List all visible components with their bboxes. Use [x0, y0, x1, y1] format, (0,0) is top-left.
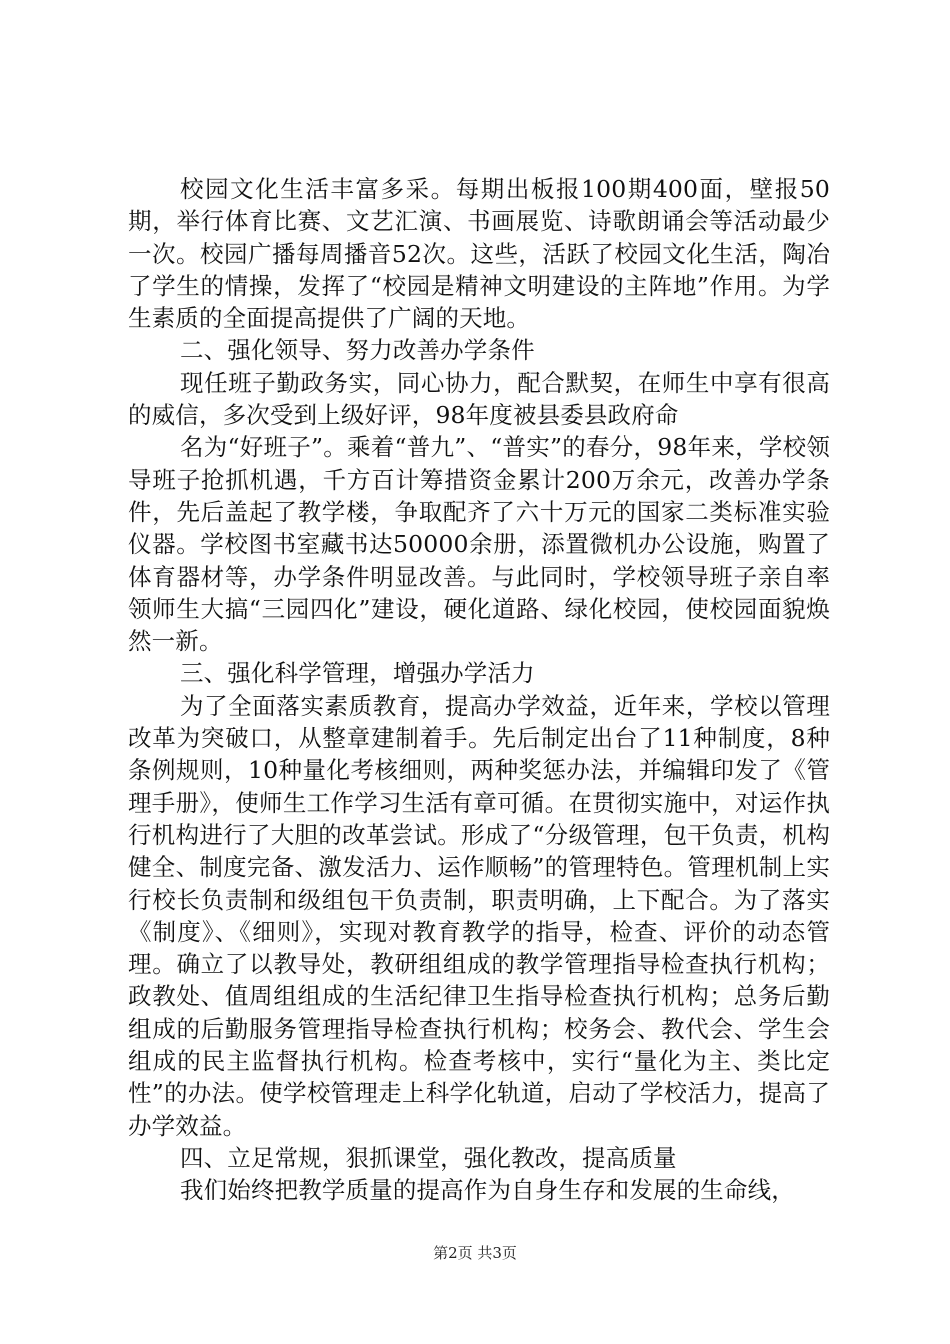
paragraph-management-reform: 为了全面落实素质教育，提高办学效益，近年来，学校以管理改革为突破口，从整章建制着手。先后制定出台了11种制度，8种条例规则，10种量化考核细则，两种奖惩办法，并编辑印发了《管理手册》，使师生工作学习生活有章可循。在贯彻实施中，对运作执行机构进行了大胆的改革尝试。形成了“分级管理，包干负责，机构健全、制度完备、激发活力、运作顺畅”的管理特色。管理机制上实行校长负责制和级组包干负责制，职责明确，上下配合。为了落实《制度》、《细则》，实现对教育教学的指导，检查、评价的动态管理。确立了以教导处，教研组组成的教学管理指导检查执行机构；政教处、值周组组成的生活纪律卫生指导检查执行机构；总务后勤组成的后勤服务管理指导检查执行机构；校务会、教代会、学生会组成的民主监督执行机构。检查考核中，实行“量化为主、类比定性”的办法。使学校管理走上科学化轨道，启动了学校活力，提高了办学效益。 [128, 691, 830, 1140]
section-heading-leadership: 二、强化领导、努力改善办学条件 [180, 336, 535, 365]
document-body [128, 173, 830, 1207]
paragraph-leadership-team: 现任班子勤政务实，同心协力，配合默契，在师生中享有很高的威信，多次受到上级好评，98年度被县委县政府命 [128, 368, 830, 430]
paragraph-school-conditions: 名为“好班子”。乘着“普九”、“普实”的春分，98年来，学校领导班子抢抓机遇，千方百计筹措资金累计200万余元，改善办学条件，先后盖起了教学楼，争取配齐了六十万元的国家二类标准实验仪器。学校图书室藏书达50000余册，添置微机办公设施，购置了体育器材等，办学条件明显改善。与此同时，学校领导班子亲自率领师生大搞“三园四化”建设，硬化道路、绿化校园，使校园面貌焕然一新。 [128, 433, 830, 656]
paragraph-teaching-quality: 我们始终把教学质量的提高作为自身生存和发展的生命线， [180, 1176, 795, 1205]
section-heading-quality: 四、立足常规，狠抓课堂，强化教改，提高质量 [180, 1143, 677, 1172]
section-heading-management: 三、强化科学管理，增强办学活力 [180, 659, 535, 688]
page-number-footer: 第2页 共3页 [433, 1244, 517, 1262]
paragraph-campus-culture: 校园文化生活丰富多采。每期出板报100期400面，壁报50期，举行体育比赛、文艺汇演、书画展览、诗歌朗诵会等活动最少一次。校园广播每周播音52次。这些，活跃了校园文化生活，陶冶了学生的情操，发挥了“校园是精神文明建设的主阵地”作用。为学生素质的全面提高提供了广阔的天地。 [128, 175, 830, 333]
